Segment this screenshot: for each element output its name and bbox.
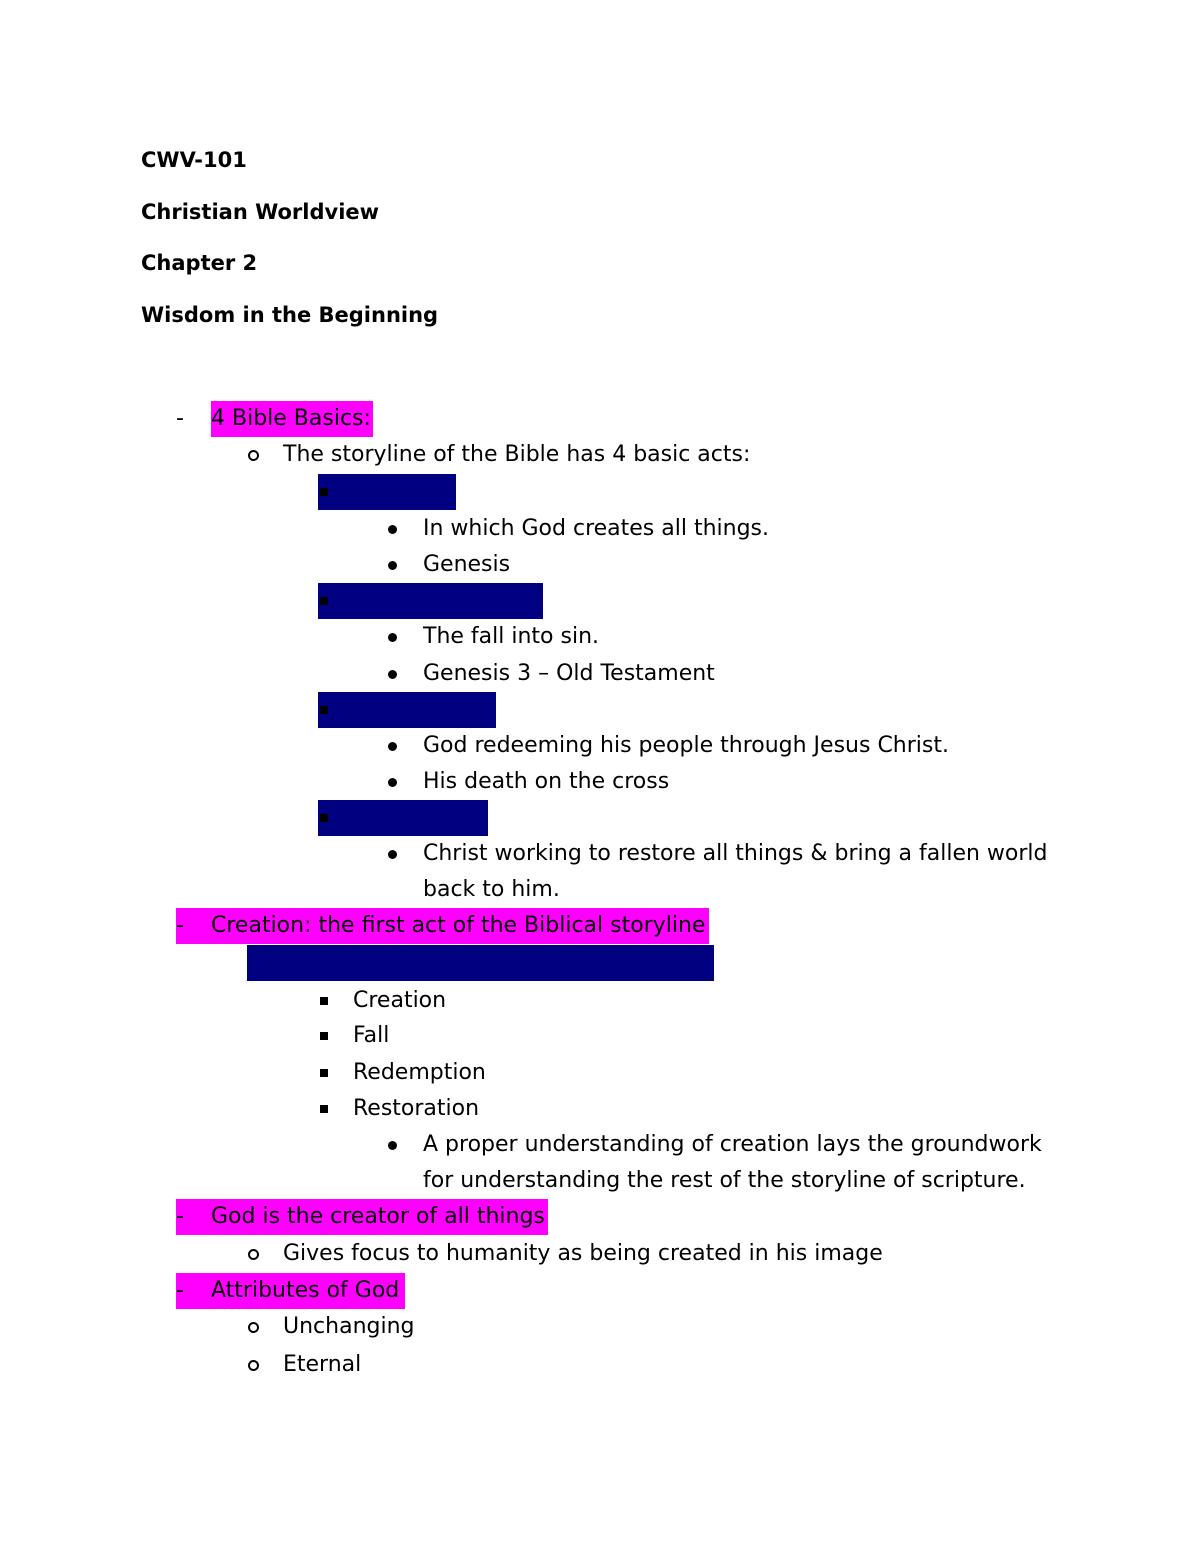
act-point: God redeeming his people through Jesus Christ. [423,733,949,758]
square-bullet-icon [320,983,328,1019]
chapter-label: Chapter 2 [141,251,258,275]
dash-bullet-icon: - [176,406,184,431]
circle-bullet-icon [248,1236,259,1272]
list-item-attributes [176,1273,405,1309]
act-point: In which God creates all things. [423,516,770,541]
act-restoration-label [318,800,488,836]
act-point: His death on the cross [423,769,670,794]
list-item-story-unfolds [247,945,714,981]
square-bullet-icon [320,692,328,728]
creator-point: Gives focus to humanity as being created in his image [283,1241,883,1266]
dot-bullet-icon [388,1127,397,1163]
dot-bullet-icon [388,764,397,800]
act-point: Genesis 3 – Old Testament [423,661,715,686]
square-bullet-icon [320,1055,328,1091]
act-name: Redemption [353,1060,486,1085]
subject-title: Christian Worldview [141,200,380,224]
bible-basics-heading: 4 Bible Basics: [211,401,373,437]
document-title: Wisdom in the Beginning [141,303,439,327]
square-bullet-icon [320,583,328,619]
square-bullet-icon [320,474,328,510]
list-item-creator [176,1199,548,1235]
creation-note: for understanding the rest of the storyline of scripture. [423,1168,1026,1193]
act-point: Christ working to restore all things & bring a fallen world [423,841,1048,866]
act-label: Fall of Humanity: [353,588,538,613]
attribute-item: Unchanging [283,1314,415,1339]
square-bullet-icon [320,800,328,836]
circle-bullet-icon [248,1309,259,1345]
dash-bullet-icon: - [176,913,184,938]
dot-bullet-icon [388,728,397,764]
circle-bullet-icon [248,437,259,473]
circle-bullet-icon [248,945,259,981]
act-label: Creation: [353,479,454,504]
dot-bullet-icon [388,619,397,655]
creator-heading: God is the creator of all things [211,1204,545,1229]
square-bullet-icon [320,1091,328,1127]
dot-bullet-icon [388,656,397,692]
act-point: back to him. [423,877,560,902]
act-name: Restoration [353,1096,480,1121]
dot-bullet-icon [388,547,397,583]
dash-bullet-icon: - [176,1204,184,1229]
act-fall-label [318,583,543,619]
act-label: Redemption: [353,697,494,722]
attribute-item: Eternal [283,1352,362,1377]
list-item-creation-first-act [176,908,709,944]
act-redemption-label [318,692,496,728]
creation-first-act-heading: Creation: the first act of the Biblical storyline [211,913,706,938]
square-bullet-icon [320,1018,328,1054]
dash-bullet-icon: - [176,1278,184,1303]
dot-bullet-icon [388,836,397,872]
act-point: The fall into sin. [423,624,599,649]
circle-bullet-icon [248,1347,259,1383]
act-point: Genesis [423,552,511,577]
act-name: Fall [353,1023,390,1048]
course-code: CWV-101 [141,148,247,172]
act-name: Creation [353,988,447,1013]
storyline-text: The storyline of the Bible has 4 basic acts: [283,442,751,467]
dot-bullet-icon [388,511,397,547]
act-creation-label [318,474,456,510]
act-label: Restoration: [353,805,487,830]
attributes-heading: Attributes of God [211,1278,400,1303]
creation-note: A proper understanding of creation lays the groundwork [423,1132,1042,1157]
story-unfolds-text: The story of the bible unfolds in 4 acts: [283,950,715,975]
